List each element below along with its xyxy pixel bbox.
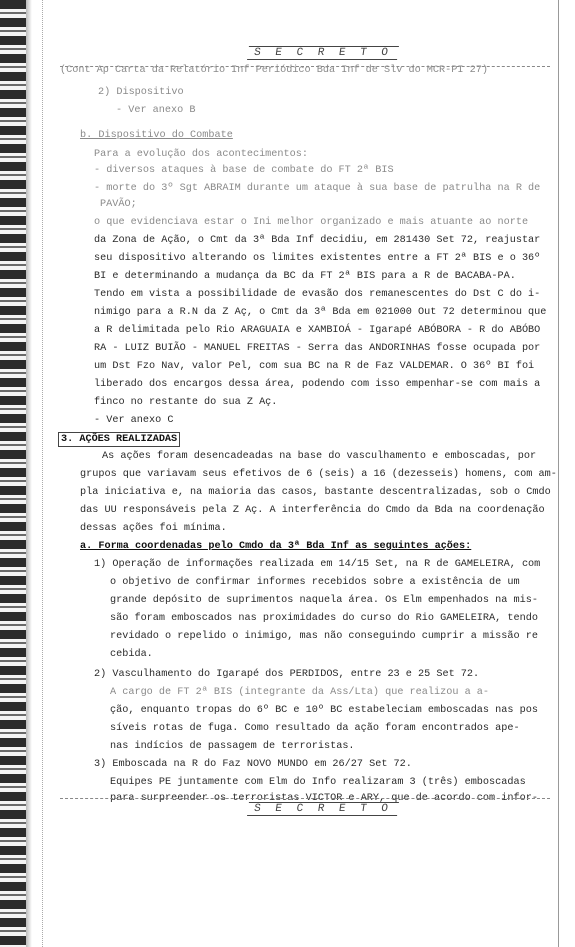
text-line: 2) Vasculhamento do Igarapé dos PERDIDOS, entre 23 e 25 Set 72. [94,669,480,680]
text-line: liberado dos encargos dessa área, podendo com isso empenhar-se com mais a [94,379,541,390]
text-line: 3. AÇÕES REALIZADAS [58,432,180,447]
text-line: - morte do 3º Sgt ABRAIM durante um ataque à sua base de patrulha na R de [94,183,541,194]
text-line: dessas ações foi mínima. [80,523,227,534]
text-line: grande depósito de suprimentos naquela área. Os Elm empenhados na mis- [110,595,538,606]
spiral-binding [0,0,26,947]
text-line: b. Dispositivo do Combate [80,130,233,141]
text-line: a. Forma coordenadas pelo Cmdo da 3ª Bda Inf as seguintes ações: [80,541,472,552]
right-margin-line [558,0,559,947]
text-line: As ações foram desencadeadas na base do vasculhamento e emboscadas, por [102,451,537,462]
left-margin-line [42,0,43,947]
text-line: - diversos ataques à base de combate do FT 2ª BIS [94,165,394,176]
text-line: 3) Emboscada na R do Faz NOVO MUNDO em 26/27 Set 72. [94,759,412,770]
text-line: A cargo de FT 2ª BIS (integrante da Ass/Lta) que realizou a a- [110,687,490,698]
text-line: nas indícios de passagem de terroristas. [110,741,355,752]
footer-rule [60,798,550,799]
text-line: finco no restante do sua Z Aç. [94,397,278,408]
header-classification-stamp: S E C R E T O [247,46,399,60]
text-line: ção, enquanto tropas do 6º BC e 10º BC estabeleciam emboscadas nas pos [110,705,538,716]
text-line: para surpreender os terroristas VICTOR e ARY, que de acordo com infor- [110,793,538,804]
text-line: - Ver anexo B [116,105,196,116]
text-line: RA - LUIZ BUIÃO - MANUEL FREITAS - Serra das ANDORINHAS fosse ocupada por [94,343,541,354]
text-line: das UU responsáveis pela Z Aç. A interferência do Cmdo da Bda na coordenação [80,505,545,516]
text-line: Equipes PE juntamente com Elm do Info realizaram 3 (três) emboscadas [110,777,526,788]
text-line: nimigo para a R.N da Z Aç, o Cmt da 3ª Bda em 021000 Out 72 determinou que [94,307,547,318]
text-line: 2) Dispositivo [98,87,184,98]
text-line: síveis rotas de fuga. Como resultado da ação foram encontrados ape- [110,723,520,734]
footer-classification-stamp: S E C R E T O [247,802,399,816]
text-line: 1) Operação de informações realizada em 14/15 Set, na R de GAMELEIRA, com [94,559,541,570]
text-line: a R delimitada pelo Rio ARAGUAIA e XAMBIOÁ - Igarapé ABÓBORA - R do ABÓBO [94,325,541,336]
text-line: da Zona de Ação, o Cmt da 3ª Bda Inf decidiu, em 281430 Set 72, reajustar [94,235,541,246]
text-line: Para a evolução dos acontecimentos: [94,149,308,160]
text-line: o que evidenciava estar o Ini melhor organizado e mais atuante ao norte [94,217,529,228]
text-line: BI e determinando a mudança da BC da FT 2ª BIS para a R de BACABA-PA. [94,271,516,282]
document-page [38,0,558,947]
text-line: são foram emboscados nas proximidades do curso do Rio GAMELEIRA, tendo [110,613,538,624]
text-line: grupos que variavam seus efetivos de 6 (seis) a 16 (dezesseis) homens, com am- [80,469,557,480]
text-line: - Ver anexo C [94,415,174,426]
text-line: pla iniciativa e, na maioria das casos, bastante descentralizadas, sob o Cmdo [80,487,551,498]
page-edge [26,0,32,947]
text-line: um Dst Fzo Nav, valor Pel, com sua BC na R de Faz VALDEMAR. O 36º BI foi [94,361,535,372]
text-line: Tendo em vista a possibilidade de evasão dos remanescentes do Dst C do i- [94,289,541,300]
text-line: seu dispositivo alterando os limites existentes entre a FT 2ª BIS e o 36º [94,253,541,264]
text-line: cebida. [110,649,153,660]
text-line: revidado o repelido o inimigo, mas não conseguindo cumprir a missão re [110,631,538,642]
text-line: (Cont Ap Carta da Relatório Inf Periódico Bda Inf de Slv do MCR-PI 27) [60,65,488,76]
text-line: o objetivo de confirmar informes recebidos sobre a existência de um [110,577,520,588]
text-line: PAVÃO; [100,199,137,210]
